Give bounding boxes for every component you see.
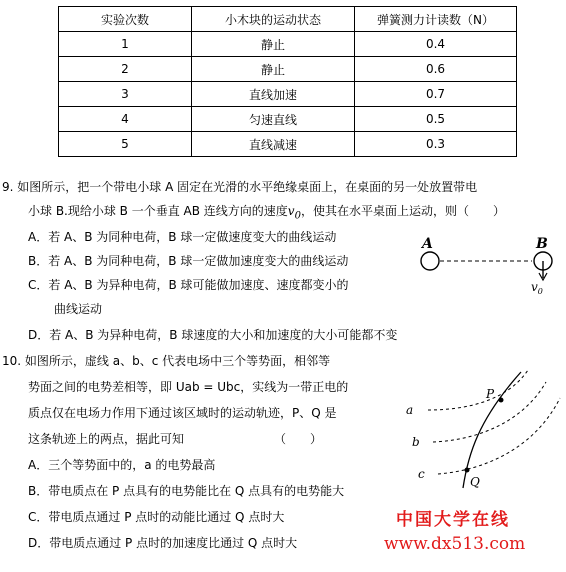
- label-p: P: [486, 387, 495, 401]
- table-cell: 0.4: [355, 32, 517, 57]
- header-trial: 实验次数: [59, 7, 192, 32]
- q10-option-b: B．带电质点在 P 点具有的电势能比在 Q 点具有的电势能大: [28, 484, 345, 498]
- label-a: a: [406, 403, 414, 417]
- q9-figure: [412, 234, 562, 294]
- q9-option-b: B．若 A、B 为同种电荷，B 球一定做加速度变大的曲线运动: [28, 254, 349, 268]
- label-b: b: [412, 435, 420, 449]
- table-cell: 静止: [192, 32, 355, 57]
- table-cell: 5: [59, 132, 192, 157]
- q9-number: 9.: [2, 180, 14, 194]
- table-cell: 2: [59, 57, 192, 82]
- q10-option-d: D．带电质点通过 P 点时的加速度比通过 Q 点时大: [28, 536, 298, 550]
- table-row: [59, 132, 517, 157]
- table-cell: 4: [59, 107, 192, 132]
- label-b: B: [536, 236, 548, 252]
- table-cell: 3: [59, 82, 192, 107]
- label-q: Q: [470, 475, 480, 489]
- q9-stem-text: ，使其在水平桌面上运动，则（ ）: [300, 204, 505, 218]
- point-p: [499, 398, 504, 403]
- table-row: [59, 82, 517, 107]
- table-cell: 直线加速: [192, 82, 355, 107]
- table-row: [59, 107, 517, 132]
- table-row: [59, 32, 517, 57]
- table-cell: 0.3: [355, 132, 517, 157]
- label-a: A: [422, 236, 433, 252]
- table-cell: 直线减速: [192, 132, 355, 157]
- q10-stem-line4: 这条轨迹上的两点，据此可知 （ ）: [28, 432, 323, 446]
- q9-stem-line2: [28, 202, 505, 221]
- q10-stem-line1: [2, 352, 330, 369]
- table-cell: 0.6: [355, 57, 517, 82]
- watermark-url: www.dx513.com: [384, 534, 526, 554]
- q10-figure: [398, 360, 564, 510]
- ball-a: [421, 252, 439, 270]
- experiment-table: [58, 6, 517, 157]
- q9-stem-text: 小球 B.现给小球 B 一个垂直 AB 连线方向的速度: [28, 204, 288, 218]
- equipotential-a: [428, 370, 528, 410]
- q9-v0-symbol: $v_0$: [287, 204, 301, 222]
- watermark-cn: 中国大学在线: [396, 510, 510, 530]
- table-cell: 0.7: [355, 82, 517, 107]
- q10-stem-line3: 质点仅在电场力作用下通过该区域时的运动轨迹，P、Q 是: [28, 406, 337, 420]
- q10-stem-line2: 势面之间的电势差相等，即 Uab = Ubc，实线为一带正电的: [28, 380, 349, 394]
- q9-option-a: A．若 A、B 为同种电荷，B 球一定做速度变大的曲线运动: [28, 230, 337, 244]
- q10-stem-text: 如图所示，虚线 a、b、c 代表电场中三个等势面，相邻等: [24, 354, 331, 368]
- q9-option-c-cont: 曲线运动: [54, 302, 103, 316]
- header-reading: 弹簧测力计读数（N）: [355, 7, 517, 32]
- table-cell: 匀速直线: [192, 107, 355, 132]
- q9-stem-text: 如图所示，把一个带电小球 A 固定在光滑的水平绝缘桌面上，在桌面的另一处放置带电: [17, 180, 478, 194]
- point-q: [465, 468, 470, 473]
- q9-option-d: D．若 A、B 为异种电荷，B 球速度的大小和加速度的大小可能都不变: [28, 328, 398, 342]
- q9-stem-line1: [2, 178, 477, 195]
- q10-number: 10.: [2, 354, 22, 368]
- equipotential-c: [438, 398, 560, 474]
- label-c: c: [418, 467, 425, 481]
- table-cell: 1: [59, 32, 192, 57]
- table-row: [59, 57, 517, 82]
- table-cell: 静止: [192, 57, 355, 82]
- q10-option-c: C．带电质点通过 P 点时的动能比通过 Q 点时大: [28, 510, 285, 524]
- v0-label: $v_0$: [531, 280, 543, 294]
- table-header-row: [59, 7, 517, 32]
- q10-option-a: A．三个等势面中的，a 的电势最高: [28, 458, 216, 472]
- q9-option-c: C．若 A、B 为异种电荷，B 球可能做加速度、速度都变小的: [28, 278, 349, 292]
- table-cell: 0.5: [355, 107, 517, 132]
- header-state: 小木块的运动状态: [192, 7, 355, 32]
